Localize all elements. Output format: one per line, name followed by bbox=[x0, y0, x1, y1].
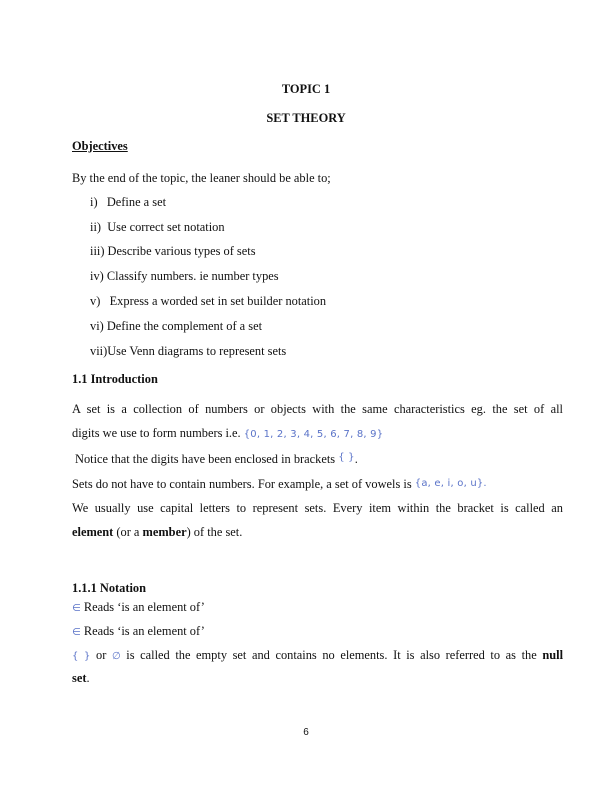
intro-paragraph-line bbox=[72, 426, 383, 442]
set-term-end: . bbox=[86, 671, 90, 685]
element-of-text-2: Reads ‘is an element of’ bbox=[83, 624, 205, 638]
capital-letters-line: We usually use capital letters to represent sets. Every item within the bracket is called an bbox=[72, 501, 563, 515]
brackets-note bbox=[75, 452, 358, 468]
intro-paragraph-line: A set is a collection of numbers or objects with the same characteristics eg. the set of all bbox=[72, 402, 563, 416]
element-term: element bbox=[72, 525, 114, 539]
element-of-symbol-icon: ∈ bbox=[72, 627, 81, 638]
notation-heading: 1.1.1 Notation bbox=[72, 581, 146, 595]
introduction-heading: 1.1 Introduction bbox=[72, 372, 158, 386]
objective-item: ii) Use correct set notation bbox=[90, 220, 225, 234]
vowels-text: Sets do not have to contain numbers. For example, a set of vowels is bbox=[72, 477, 412, 491]
objective-item: v) Express a worded set in set builder notation bbox=[90, 294, 327, 308]
objective-item: i) Define a set bbox=[90, 195, 167, 209]
element-of-symbol-icon: ∈ bbox=[72, 603, 81, 614]
objectives-heading: Objectives bbox=[72, 139, 128, 153]
or-text: or bbox=[96, 648, 107, 662]
vowels-line bbox=[72, 477, 487, 493]
page-number: 6 bbox=[303, 727, 309, 738]
empty-brackets-image: { } bbox=[72, 651, 91, 662]
objective-item: vi) Define the complement of a set bbox=[90, 319, 263, 333]
vowels-set-image: {a, e, i, o, u}. bbox=[414, 478, 487, 489]
notation-element-line bbox=[72, 600, 205, 616]
set-term: set bbox=[72, 671, 87, 685]
topic-title: SET THEORY bbox=[266, 111, 346, 125]
objective-item: vii)Use Venn diagrams to represent sets bbox=[90, 344, 287, 358]
objectives-intro: By the end of the topic, the leaner should be able to; bbox=[72, 171, 331, 185]
brackets-note-end: . bbox=[354, 452, 358, 466]
brackets-image: { } bbox=[338, 452, 355, 463]
element-mid-text: (or a bbox=[113, 525, 143, 539]
member-term: member bbox=[142, 525, 187, 539]
null-term: null bbox=[542, 648, 564, 662]
intro-text: digits we use to form numbers i.e. bbox=[72, 426, 241, 440]
brackets-note-text: Notice that the digits have been enclosed in brackets bbox=[75, 452, 336, 466]
null-set-symbol-icon: ∅ bbox=[111, 651, 121, 662]
empty-set-line bbox=[72, 648, 563, 664]
objective-item: iii) Describe various types of sets bbox=[90, 244, 256, 258]
objective-item: iv) Classify numbers. ie number types bbox=[90, 269, 279, 283]
element-of-text: Reads ‘is an element of’ bbox=[83, 600, 205, 614]
set-term-line bbox=[72, 671, 90, 686]
digits-set-image: {0, 1, 2, 3, 4, 5, 6, 7, 8, 9} bbox=[243, 429, 384, 440]
topic-number: TOPIC 1 bbox=[281, 82, 331, 96]
notation-element-line-2 bbox=[72, 624, 205, 640]
element-end-text: ) of the set. bbox=[186, 525, 243, 539]
element-definition-line bbox=[72, 525, 242, 540]
empty-set-text: is called the empty set and contains no elements. It is also referred to as the bbox=[126, 648, 537, 662]
